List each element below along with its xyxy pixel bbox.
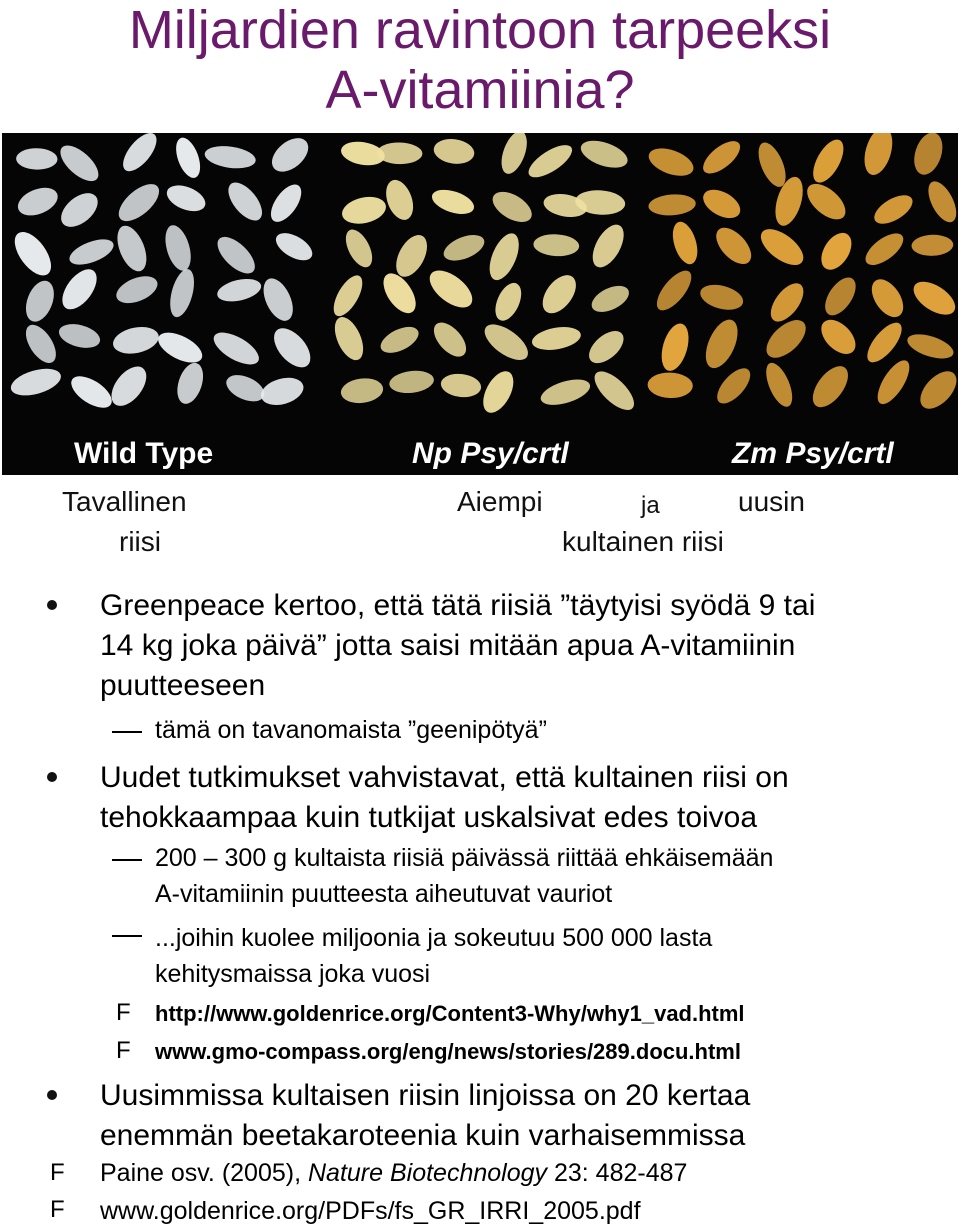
reference-link-2[interactable]: www.gmo-compass.org/eng/news/stories/289.docu.html [155,1039,741,1064]
ref-marker-4: F [50,1196,65,1223]
caption-ja: ja [641,492,660,519]
bullet-2-sub-2-line-1: ...joihin kuolee miljoonia ja sokeutuu 500 000 lasta [155,924,713,952]
caption-uusin: uusin [738,486,805,517]
bullet-2-sub-1-line-2: A-vitamiinin puutteesta aiheutuvat vauriot [155,880,613,908]
caption-tavallinen: Tavallinen [62,486,187,517]
label-np-psy-crtl: Np Psy/crtl [412,437,569,470]
bullet-1-line-3: puutteeseen [100,669,266,702]
reference-link-3[interactable]: www.goldenrice.org/PDFs/fs_GR_IRRI_2005.pdf [100,1197,641,1225]
ref3-journal: Nature Biotechnology [307,1159,548,1187]
bullet-3-dot [47,1090,57,1100]
bullet-2-sub-2-line-2: kehitysmaissa joka vuosi [155,960,431,988]
bullet-1-sub-1: tämä on tavanomaista ”geenipötyä” [155,716,547,744]
sub-dash-1 [112,731,142,733]
label-wild-type: Wild Type [74,437,214,470]
slide-title [0,0,960,120]
bullet-3-line-2: enemmän beetakaroteenia kuin varhaisemmissa [100,1119,746,1152]
ref3-authors: Paine osv. (2005), [100,1159,308,1187]
ref3-volume-pages: 23: 482-487 [547,1159,688,1187]
bullet-1-line-1: Greenpeace kertoo, että tätä riisiä ”täytyisi syödä 9 tai [100,589,816,622]
ref-marker-3: F [50,1159,65,1186]
bullet-1-dot [47,600,57,610]
title-line-1: Miljardien ravintoon tarpeeksi [128,0,832,60]
caption-kultainen-riisi: kultainen riisi [562,526,724,557]
bullet-2-line-1: Uudet tutkimukset vahvistavat, että kultainen riisi on [100,761,789,794]
label-zm-psy-crtl: Zm Psy/crtl [732,437,894,470]
bullet-2-sub-1-line-1: 200 – 300 g kultaista riisiä päivässä riittää ehkäisemään [155,844,774,872]
rice-comparison-photo [2,133,958,475]
bullet-3-line-1: Uusimmissa kultaisen riisin linjoissa on 20 kertaa [100,1079,751,1112]
title-line-2: A-vitamiinia? [325,60,635,120]
bullet-2-line-2: tehokkaampaa kuin tutkijat uskalsivat edes toivoa [100,801,758,834]
ref-marker-2: F [116,1037,131,1064]
reference-link-1[interactable]: http://www.goldenrice.org/Content3-Why/why1_vad.html [155,1001,745,1026]
reference-paine-2005 [100,1155,687,1191]
bullet-2-dot [47,772,57,782]
sub-dash-3 [112,935,142,937]
ref-marker-1: F [116,999,131,1026]
rice-grains-image [2,133,958,475]
bullet-1-line-2: 14 kg joka päivä” jotta saisi mitään apua A-vitamiinin [100,629,796,662]
caption-aiempi: Aiempi [457,486,543,517]
caption-riisi: riisi [119,526,161,557]
sub-dash-2 [112,859,142,861]
